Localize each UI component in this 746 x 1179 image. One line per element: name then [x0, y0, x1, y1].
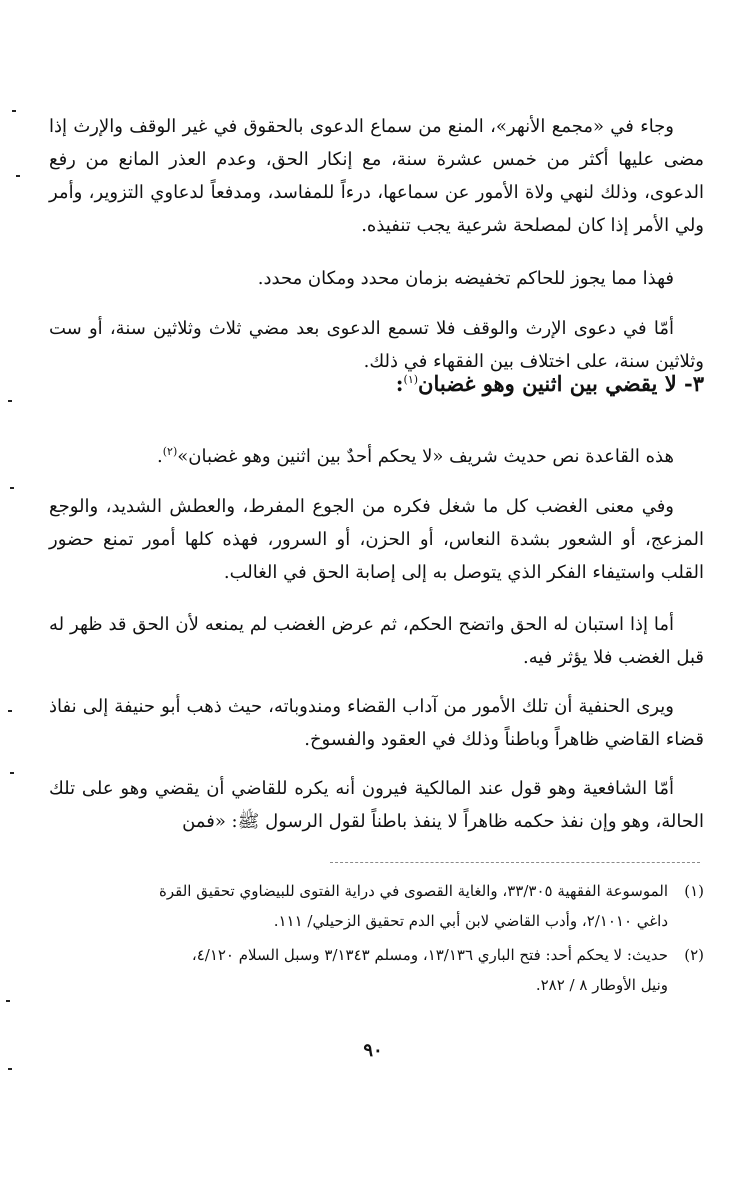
- footnote-separator: [330, 862, 700, 863]
- footnote-1: [49, 876, 704, 936]
- paragraph-meaning-of-anger: وفي معنى الغضب كل ما شغل فكره من الجوع المفرط، والعطش الشديد، والوجع المزعج، أو الشعور بشدة النعاس، أو الحزن، أو السرور، فهذه كلها أمور تمنع حضور القلب واستيفاء الفكر الذي يتوصل به إلى إصابة الحق في الغالب.: [49, 496, 704, 583]
- section-heading: [49, 367, 704, 401]
- footnote-2-number: (٢): [684, 946, 704, 964]
- paragraph-reduction: فهذا مما يجوز للحاكم تخفيضه بزمان محدد ومكان محدد.: [257, 268, 674, 289]
- scan-mark: [8, 710, 12, 712]
- page-number: ٩٠: [363, 1040, 383, 1061]
- footnote-1-line-1: [49, 876, 704, 906]
- footnote-2: [49, 940, 704, 1000]
- scan-mark: [6, 1000, 10, 1002]
- footnote-1-line-2: داغي ٢/١٠١٠، وأدب القاضي لابن أبي الدم تحقيق الزحيلي/ ١١١.: [273, 912, 668, 930]
- scan-mark: [8, 400, 12, 402]
- footnote-2-line-2: ونيل الأوطار ٨ / ٢٨٢.: [535, 976, 668, 994]
- paragraph-majma-al-anhur: وجاء في «مجمع الأنهر»، المنع من سماع الدعوى بالحقوق في غير الوقف والإرث إذا مضى عليها أكثر من خمس عشرة سنة، مع إنكار الحق، وعدم العذر المانع من رفع الدعوى، وذلك لنهي ولاة الأمور عن سماعها، درءاً للمفاسد، ومدفعاً لدعاوي التزوير، وأمر ولي الأمر إذا كان لمصلحة شرعية يجب تنفيذه.: [49, 116, 704, 236]
- heading-colon: :: [395, 371, 404, 396]
- paragraph-shafii-view: أمّا الشافعية وهو قول عند المالكية فيرون أنه يكره للقاضي أن يقضي وهو على تلك الحالة، وهو وإن نفذ حكمه ظاهراً لا ينفذ باطناً لقول الرسول ﷺ: «فمن: [49, 778, 704, 832]
- footnote-2-text-1: حديث: لا يحكم أحد: فتح الباري ١٣/١٣٦، ومسلم ٣/١٣٤٣ وسبل السلام ٤/١٢٠،: [191, 946, 668, 964]
- scan-mark: [12, 110, 16, 112]
- footnote-ref-1: (١): [403, 373, 419, 386]
- hadith-end: .: [156, 446, 163, 467]
- footnote-ref-2: (٢): [162, 445, 178, 458]
- footnote-1-number: (١): [684, 882, 704, 900]
- paragraph-hadith: [49, 440, 704, 473]
- hadith-text: هذه القاعدة نص حديث شريف «لا يحكم أحدٌ بين اثنين وهو غضبان»: [177, 446, 674, 467]
- section-heading-text: ٣- لا يقضي بين اثنين وهو غضبان: [418, 371, 704, 396]
- paragraph-truth-manifest: أما إذا استبان له الحق واتضح الحكم، ثم عرض الغضب لم يمنعه لأن الحق قد ظهر له قبل الغضب فلا يؤثر فيه.: [49, 614, 704, 668]
- scan-mark: [10, 487, 14, 489]
- paragraph-inheritance-waqf: أمّا في دعوى الإرث والوقف فلا تسمع الدعوى بعد مضي ثلاث وثلاثين سنة، أو ست وثلاثين سنة، على اختلاف بين الفقهاء في ذلك.: [49, 318, 704, 372]
- paragraph-hanafi-view: ويرى الحنفية أن تلك الأمور من آداب القضاء ومندوباته، حيث ذهب أبو حنيفة إلى نفاذ قضاء القاضي ظاهراً وباطناً وذلك في العقود والفسوخ.: [49, 696, 704, 750]
- footnote-2-line-1: [49, 940, 704, 970]
- scan-mark: [16, 175, 20, 177]
- scan-mark: [10, 772, 14, 774]
- scan-mark: [8, 1068, 12, 1070]
- footnote-1-text-1: الموسوعة الفقهية ٣٣/٣٠٥، والغاية القصوى في دراية الفتوى للبيضاوي تحقيق القرة: [159, 882, 668, 900]
